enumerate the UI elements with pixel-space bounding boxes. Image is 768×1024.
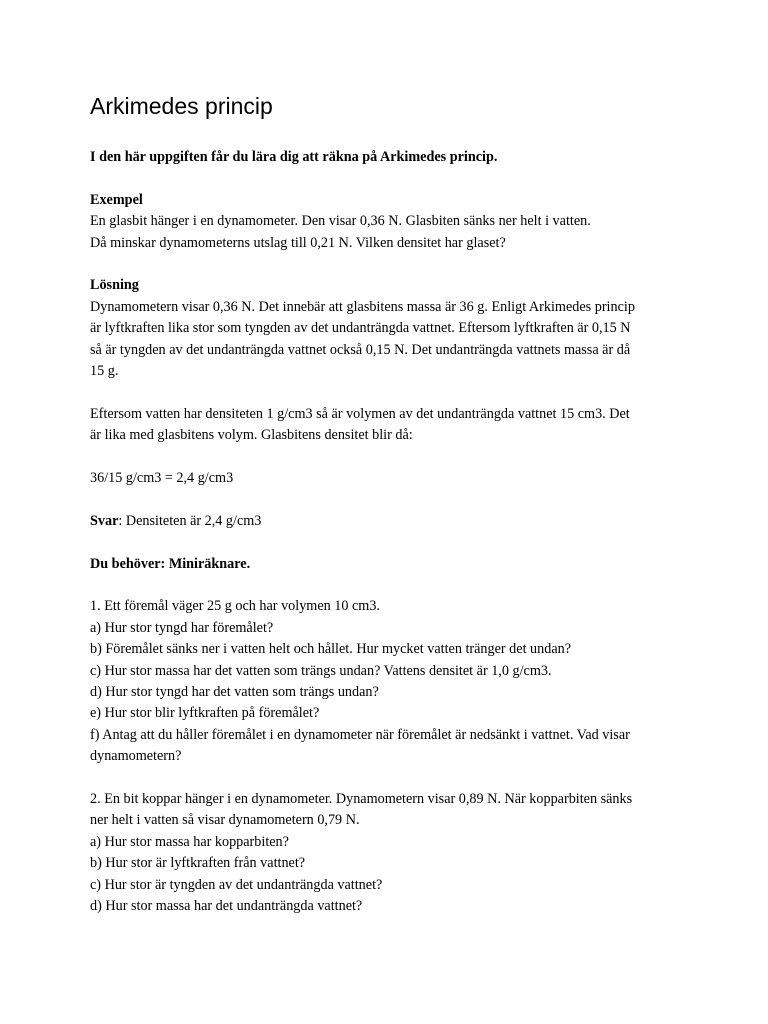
spacer — [90, 168, 680, 189]
task2-line: 2. En bit koppar hänger i en dynamometer. Dynamometern visar 0,89 N. När kopparbiten sänks — [90, 791, 633, 808]
solution-line: är lyftkraften lika stor som tyngden av det undanträngda vattnet. Eftersom lyftkraften är 0,15 N — [90, 320, 631, 337]
task1-line: dynamometern? — [90, 748, 182, 765]
solution-line: Eftersom vatten har densiteten 1 g/cm3 så är volymen av det undanträngda vattnet 15 cm3. Det — [90, 405, 630, 422]
task1-line: a) Hur stor tyngd har föremålet? — [90, 619, 274, 636]
needs-text: Du behöver: Miniräknare. — [90, 555, 251, 572]
task2-line: a) Hur stor massa har kopparbiten? — [90, 833, 289, 850]
calculation: 36/15 g/cm3 = 2,4 g/cm3 — [90, 470, 234, 487]
solution-line: 15 g. — [90, 363, 119, 380]
spacer — [90, 575, 680, 596]
answer — [90, 511, 680, 532]
solution-line: är lika med glasbitens volym. Glasbitens densitet blir då: — [90, 427, 413, 444]
spacer — [90, 489, 680, 510]
spacer — [90, 447, 680, 468]
spacer — [90, 532, 680, 553]
spacer — [90, 254, 680, 275]
example-line: En glasbit hänger i en dynamometer. Den visar 0,36 N. Glasbiten sänks ner helt i vatten. — [90, 213, 591, 230]
task2-line: d) Hur stor massa har det undanträngda vattnet? — [90, 898, 363, 915]
example-line: Då minskar dynamometerns utslag till 0,21 N. Vilken densitet har glaset? — [90, 234, 506, 251]
task1-line: 1. Ett föremål väger 25 g och har volymen 10 cm3. — [90, 598, 380, 615]
solution-line: så är tyngden av det undanträngda vattnet också 0,15 N. Det undanträngda vattnets massa är då — [90, 341, 631, 358]
page-title: Arkimedes princip — [90, 93, 273, 119]
task2-line: ner helt i vatten så visar dynamometern 0,79 N. — [90, 812, 360, 829]
example-heading: Exempel — [90, 191, 143, 208]
task1-line: c) Hur stor massa har det vatten som trängs undan? Vattens densitet är 1,0 g/cm3. — [90, 662, 552, 679]
spacer — [90, 382, 680, 403]
answer-label: Svar — [90, 512, 119, 529]
task1-line: f) Antag att du håller föremålet i en dynamometer när föremålet är nedsänkt i vattnet. Vad visar — [90, 726, 630, 743]
solution-heading: Lösning — [90, 277, 139, 294]
task2-line: b) Hur stor är lyftkraften från vattnet? — [90, 855, 306, 872]
intro-text: I den här uppgiften får du lära dig att räkna på Arkimedes princip. — [90, 149, 498, 165]
task1-line: b) Föremålet sänks ner i vatten helt och hållet. Hur mycket vatten tränger det undan? — [90, 641, 572, 658]
document-body — [90, 147, 680, 918]
task1-line: e) Hur stor blir lyftkraften på föremålet? — [90, 705, 320, 722]
task1-line: d) Hur stor tyngd har det vatten som trängs undan? — [90, 684, 379, 701]
document-page — [90, 92, 680, 918]
solution-line: Dynamometern visar 0,36 N. Det innebär att glasbitens massa är 36 g. Enligt Arkimedes princip — [90, 298, 635, 315]
spacer — [90, 768, 680, 789]
task2-line: c) Hur stor är tyngden av det undanträngda vattnet? — [90, 876, 383, 893]
answer-text: : Densiteten är 2,4 g/cm3 — [118, 512, 262, 529]
